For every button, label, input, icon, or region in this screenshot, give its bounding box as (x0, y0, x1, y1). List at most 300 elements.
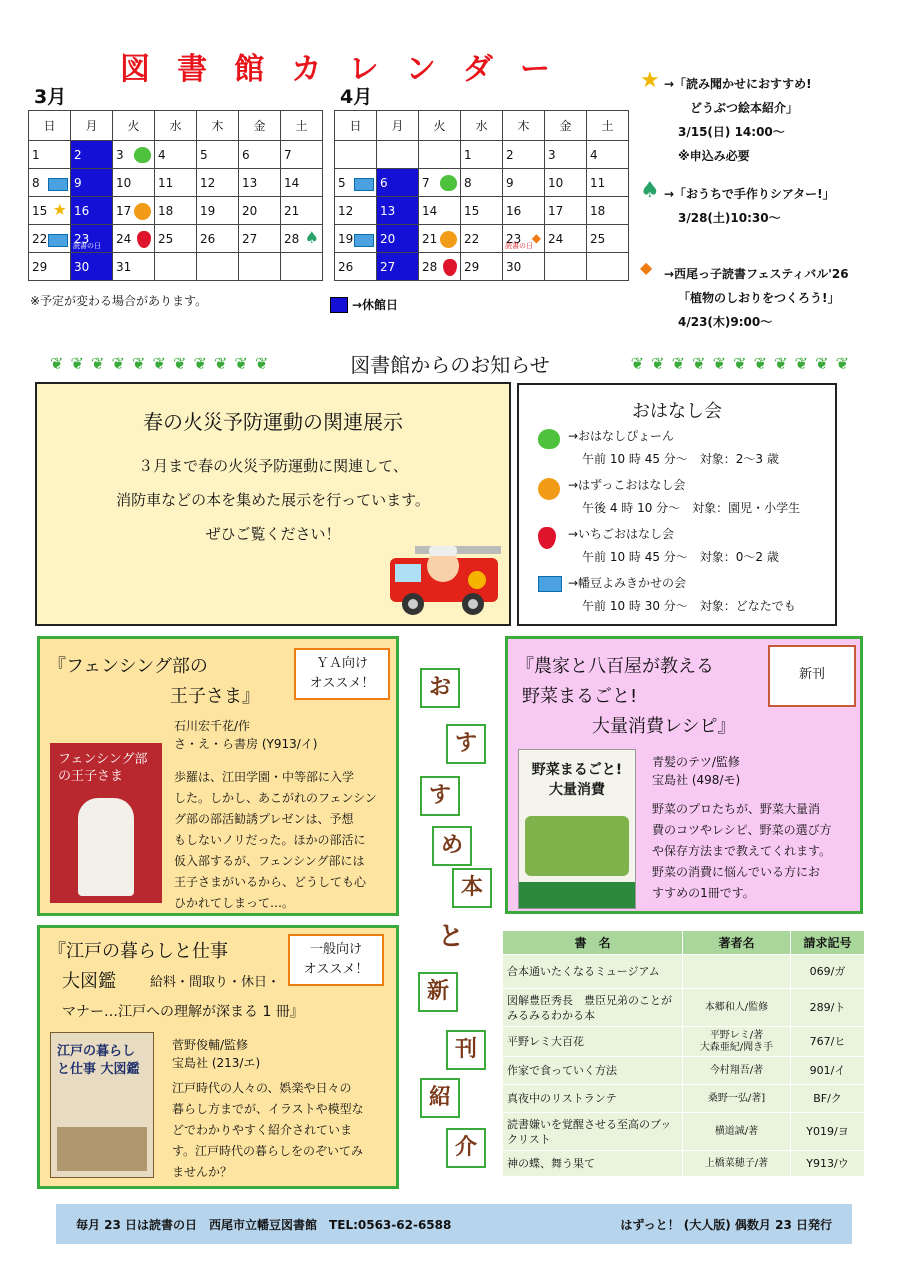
event-line: 3/15(日) 14:00〜 (678, 125, 785, 139)
event-line: どうぶつ絵本紹介」 (678, 101, 799, 115)
desc-line: や保存方法まで教えてくれます。 (652, 844, 832, 858)
book-author (683, 989, 791, 1027)
day-number: 5 (200, 147, 208, 162)
day-number: 16 (506, 203, 522, 218)
day-number: 23 (74, 231, 90, 246)
week-row (335, 197, 629, 225)
notice-title: 図書館からのお知らせ (350, 352, 550, 377)
book-title: 図解豊臣秀長 豊臣兄弟のことがみるみるわかる本 (503, 989, 683, 1027)
desc-line: すすめの1冊です。 (652, 886, 755, 900)
ohanashi-detail: 午前 10 時 45 分〜 対象：0〜2 歳 (582, 550, 779, 564)
day-cell (335, 225, 377, 253)
edo-tag-line2: オススメ！ (303, 962, 369, 977)
weekday-header: 土 (587, 111, 629, 141)
star-icon: ★ (52, 200, 67, 219)
table-row (503, 989, 865, 1027)
day-cell (503, 169, 545, 197)
veg-tag (768, 645, 856, 707)
book-author (683, 1057, 791, 1085)
ohanashi-name: →はずっこおはなし会 (568, 478, 686, 492)
footer-left: 毎月 23 日は読書の日 西尾市立幡豆図書館 TEL:0563-62-6588 (76, 1217, 452, 1232)
day-cell (545, 141, 587, 169)
day-cell (545, 225, 587, 253)
day-number: 27 (380, 259, 396, 274)
weekday-header: 日 (335, 111, 377, 141)
day-cell (281, 197, 323, 225)
day-cell (281, 169, 323, 197)
book-icon (48, 234, 68, 247)
week-row (29, 197, 323, 225)
day-cell (197, 141, 239, 169)
book-call-number: Y019/ヨ (791, 1113, 865, 1151)
author-line: 今村翔吾/著 (709, 1064, 764, 1076)
day-number: 10 (116, 175, 132, 190)
ohanashi-detail: 午後 4 時 10 分〜 対象：園児・小学生 (582, 501, 801, 515)
book-edo (37, 925, 399, 1189)
weekday-header: 木 (197, 111, 239, 141)
vertical-char: 刊 (446, 1030, 486, 1070)
spade-icon: ♠ (304, 228, 319, 247)
day-number: 21 (422, 231, 438, 246)
fencing-description (174, 767, 396, 914)
day-cell (545, 253, 587, 281)
day-cell (113, 169, 155, 197)
fencing-meta (174, 717, 317, 753)
event-line: →「おうちで手作りシアター!」 (664, 187, 835, 201)
day-cell (29, 141, 71, 169)
day-cell (239, 253, 281, 281)
title-char: 書 (177, 52, 208, 87)
event-line: →「読み聞かせにおすすめ! (664, 77, 812, 91)
day-number: 12 (200, 175, 216, 190)
day-number: 28 (284, 231, 300, 246)
day-number: 4 (590, 147, 598, 162)
book-icon (48, 178, 68, 191)
weekday-header: 土 (281, 111, 323, 141)
day-cell (155, 169, 197, 197)
desc-line: どでわかりやすく紹介されていま (172, 1123, 353, 1137)
weekday-header: 火 (419, 111, 461, 141)
day-number: 30 (506, 259, 522, 274)
day-cell (503, 141, 545, 169)
march-label: 3月 (34, 86, 67, 108)
day-cell (377, 169, 419, 197)
day-cell (239, 197, 281, 225)
ohanashi-item (538, 572, 838, 618)
event-item (640, 258, 890, 334)
day-cell (335, 253, 377, 281)
day-cell (545, 197, 587, 225)
day-cell (587, 141, 629, 169)
day-cell (419, 141, 461, 169)
day-cell (503, 225, 545, 253)
calendar-title (120, 44, 550, 87)
week-row (29, 141, 323, 169)
book-author (683, 955, 791, 989)
day-number: 29 (32, 259, 48, 274)
day-cell (197, 197, 239, 225)
day-number: 9 (74, 175, 82, 190)
fire-line: 消防車などの本を集めた展示を行っています。 (116, 491, 430, 509)
book-call-number: BF/ク (791, 1085, 865, 1113)
day-cell (377, 141, 419, 169)
day-number: 3 (548, 147, 556, 162)
day-cell (419, 253, 461, 281)
title-char: ダ (462, 52, 493, 87)
event-item (640, 68, 890, 168)
day-number: 1 (464, 147, 472, 162)
closed-swatch (330, 297, 348, 313)
weekday-header: 木 (503, 111, 545, 141)
day-cell (71, 253, 113, 281)
table-row (503, 1057, 865, 1085)
day-number: 12 (338, 203, 354, 218)
desc-line: 江戸時代の人々の、娯楽や日々の (172, 1081, 352, 1095)
table-header: 書 名 (503, 931, 683, 955)
day-cell (239, 225, 281, 253)
day-cell (155, 225, 197, 253)
day-cell (419, 225, 461, 253)
edo-title-2b: 給料・間取り・休日・ (150, 975, 281, 990)
fencing-tag-line2: オススメ！ (309, 676, 375, 691)
day-number: 26 (200, 231, 216, 246)
fire-heading: 春の火災予防運動の関連展示 (143, 410, 403, 434)
star-icon: ★ (640, 68, 660, 93)
day-cell (155, 141, 197, 169)
veg-description (652, 799, 862, 904)
weekday-header: 金 (239, 111, 281, 141)
table-row (503, 1113, 865, 1151)
day-number: 3 (116, 147, 124, 162)
day-cell (503, 253, 545, 281)
frog-icon (440, 175, 457, 191)
book-title: 神の蝶、舞う果て (503, 1151, 683, 1177)
fire-line: ぜひご覧ください！ (205, 525, 341, 543)
table-header: 請求記号 (791, 931, 865, 955)
vertical-char: め (432, 826, 472, 866)
book-vegetables (505, 636, 863, 914)
day-number: 4 (158, 147, 166, 162)
title-char: 図 (120, 52, 150, 87)
event-line: 4/23(木)9:00〜 (678, 315, 773, 329)
table-row (503, 1027, 865, 1057)
day-number: 31 (116, 259, 132, 274)
desc-line: ませんか？ (172, 1165, 233, 1179)
edo-tag-line1: 一般向け (309, 942, 362, 957)
day-number: 14 (422, 203, 438, 218)
day-number: 29 (464, 259, 480, 274)
vertical-char: 紹 (420, 1078, 460, 1118)
veg-cover-title: 野菜まるごと! 大量消費 (531, 762, 623, 798)
day-cell (377, 197, 419, 225)
vertical-char: す (420, 776, 460, 816)
fire-truck-icon (385, 536, 505, 618)
fencing-publisher: さ・え・ら書房 (Y913/イ) (174, 737, 318, 751)
day-cell (113, 225, 155, 253)
day-cell (239, 169, 281, 197)
schedule-note: ※予定が変わる場合があります。 (30, 294, 208, 308)
day-number: 15 (32, 203, 48, 218)
day-number: 11 (158, 175, 174, 190)
orange-icon (134, 203, 151, 220)
day-cell (71, 225, 113, 253)
desc-line: す。江戸時代の暮らしをのぞいてみ (172, 1144, 364, 1158)
weekday-header: 月 (71, 111, 113, 141)
day-cell (335, 141, 377, 169)
footer-right: はずっと！ (大人版) 偶数月 23 日発行 (620, 1217, 832, 1232)
week-row (29, 253, 323, 281)
book-title: 真夜中のリストランテ (503, 1085, 683, 1113)
day-number: 26 (338, 259, 354, 274)
desc-line: 費のコツやレシピ、野菜の選び方 (652, 823, 832, 837)
table-row (503, 1151, 865, 1177)
day-number: 17 (116, 203, 132, 218)
day-subtext: 読書の日 (73, 242, 101, 250)
day-number: 18 (590, 203, 606, 218)
day-number: 11 (590, 175, 606, 190)
day-number: 18 (158, 203, 174, 218)
day-number: 21 (284, 203, 300, 218)
veg-meta (652, 753, 740, 789)
day-cell (281, 253, 323, 281)
closed-legend (330, 296, 398, 313)
day-number: 24 (548, 231, 564, 246)
book-author (683, 1027, 791, 1057)
fencing-title-1: 『フェンシング部の (48, 656, 208, 677)
day-number: 2 (74, 147, 82, 162)
edo-description (172, 1078, 398, 1183)
day-cell (461, 141, 503, 169)
day-cell (29, 169, 71, 197)
ohanashi-item (538, 523, 838, 569)
day-cell (587, 169, 629, 197)
desc-line: 歩羅は、江田学園・中等部に入学 (174, 770, 355, 784)
to-character: と (438, 922, 465, 952)
day-cell (281, 225, 323, 253)
veg-tag-line1: 新刊 (798, 667, 825, 682)
dia-icon: ◆ (531, 231, 541, 245)
veg-title-1: 『農家と八百屋が教える (516, 656, 714, 677)
straw-icon (443, 259, 457, 276)
dia-icon: ◆ (640, 258, 653, 277)
day-cell (419, 197, 461, 225)
fencing-title-2: 王子さま』 (170, 686, 260, 707)
day-cell (545, 169, 587, 197)
day-cell (113, 197, 155, 225)
edo-tag (288, 934, 384, 986)
new-books-table (502, 930, 865, 1177)
day-number: 19 (200, 203, 216, 218)
book-call-number: 901/イ (791, 1057, 865, 1085)
edo-publisher: 宝島社 (213/エ) (172, 1056, 261, 1070)
day-number: 23 (506, 231, 522, 246)
weekday-header: 水 (461, 111, 503, 141)
day-number: 22 (464, 231, 480, 246)
edo-cover-title: 江戸の暮らしと仕事 大図鑑 (57, 1044, 140, 1077)
day-number: 9 (506, 175, 514, 190)
day-number: 6 (242, 147, 250, 162)
edo-title-3: マナー…江戸への理解が深まる 1 冊』 (62, 1004, 304, 1020)
vertical-char: 本 (452, 868, 492, 908)
desc-line: グ部の部活勧誘プレゼンは、予想 (174, 812, 354, 826)
day-cell (71, 197, 113, 225)
day-number: 20 (380, 231, 396, 246)
day-cell (29, 197, 71, 225)
weekday-row (335, 111, 629, 141)
veg-title-2: 野菜まるごと! (522, 686, 638, 707)
day-cell (197, 253, 239, 281)
day-cell (419, 169, 461, 197)
day-subtext: 読書の日 (505, 242, 533, 250)
frog-icon (538, 429, 560, 449)
ohanashi-item (538, 474, 838, 520)
weekday-header: 日 (29, 111, 71, 141)
vertical-char: 介 (446, 1128, 486, 1168)
day-number: 28 (422, 259, 438, 274)
desc-line: 野菜のプロたちが、野菜大量消 (652, 802, 821, 816)
title-char: カ (291, 52, 322, 87)
veg-title-3: 大量消費レシピ』 (592, 716, 736, 737)
book-fencing (37, 636, 399, 916)
day-number: 8 (464, 175, 472, 190)
weekday-row (29, 111, 323, 141)
author-line: 平野レミ/著 (709, 1029, 764, 1041)
book-title: 平野レミ大百花 (503, 1027, 683, 1057)
desc-line: ひかれてしまって…。 (174, 896, 295, 910)
ohanashi-item (538, 425, 838, 471)
day-cell (503, 197, 545, 225)
fencing-cover-title: フェンシング部の王子さま (58, 752, 148, 784)
veg-publisher: 宝島社 (498/モ) (652, 773, 741, 787)
edo-meta (172, 1036, 260, 1072)
day-cell (197, 225, 239, 253)
day-number: 1 (32, 147, 40, 162)
event-line: ※申込み必要 (678, 149, 750, 163)
vertical-char: 新 (418, 972, 458, 1012)
book-icon (354, 178, 374, 191)
vertical-char: す (446, 724, 486, 764)
day-number: 7 (422, 175, 430, 190)
day-cell (461, 253, 503, 281)
day-number: 6 (380, 175, 388, 190)
day-number: 17 (548, 203, 564, 218)
ohanashi-detail: 午前 10 時 45 分〜 対象：2〜3 歳 (582, 452, 779, 466)
day-cell (461, 225, 503, 253)
day-number: 15 (464, 203, 480, 218)
day-cell (29, 253, 71, 281)
book-icon (354, 234, 374, 247)
edo-cover (50, 1032, 154, 1178)
day-number: 14 (284, 175, 300, 190)
event-line: 「植物のしおりをつくろう!」 (678, 291, 840, 305)
book-call-number: 767/ヒ (791, 1027, 865, 1057)
day-number: 25 (590, 231, 606, 246)
footer (56, 1204, 852, 1244)
edo-author: 菅野俊輔/監修 (172, 1038, 249, 1052)
straw-icon (137, 231, 151, 248)
ohanashi-heading: おはなし会 (632, 401, 722, 422)
day-number: 22 (32, 231, 48, 246)
event-item (640, 178, 890, 230)
author-line: 本郷和人/監修 (704, 1001, 769, 1013)
week-row (335, 169, 629, 197)
april-label: 4月 (340, 86, 373, 108)
title-char: レ (348, 52, 379, 87)
book-title: 読書嫌いを覚醒させる至高のブックリスト (503, 1113, 683, 1151)
day-number: 13 (380, 203, 396, 218)
desc-line: もしないノリだった。ほかの部活に (174, 833, 366, 847)
week-row (335, 253, 629, 281)
veg-author: 青髪のテツ/監修 (652, 755, 740, 769)
veg-cover (518, 749, 636, 909)
day-number: 30 (74, 259, 90, 274)
day-cell (113, 141, 155, 169)
desc-line: 暮らし方までが、イラストや模型な (172, 1102, 364, 1116)
day-cell (239, 141, 281, 169)
day-number: 2 (506, 147, 514, 162)
weekday-header: 水 (155, 111, 197, 141)
book-title: 作家で食っていく方法 (503, 1057, 683, 1085)
table-row (503, 1085, 865, 1113)
week-row (335, 141, 629, 169)
fencing-tag-line1: ＹＡ向け (315, 656, 368, 671)
day-cell (377, 225, 419, 253)
book-call-number: 069/ガ (791, 955, 865, 989)
day-cell (29, 225, 71, 253)
spade-icon: ♠ (640, 178, 660, 203)
fencing-tag (294, 648, 390, 700)
day-number: 5 (338, 175, 346, 190)
edo-title-2: 大図鑑 (62, 971, 116, 992)
fencing-cover (50, 743, 162, 903)
weekday-header: 月 (377, 111, 419, 141)
week-row (29, 225, 323, 253)
ohanashi-name: →幡豆よみきかせの会 (568, 576, 687, 590)
leaf-decoration-left: ❦ ❦ ❦ ❦ ❦ ❦ ❦ ❦ ❦ ❦ ❦ (50, 353, 270, 373)
day-number: 16 (74, 203, 90, 218)
ohanashi-name: →いちごおはなし会 (568, 527, 675, 541)
author-line: 横道誠/著 (714, 1125, 759, 1137)
day-number: 7 (284, 147, 292, 162)
day-cell (113, 253, 155, 281)
fencing-author: 石川宏千花/作 (174, 719, 251, 733)
book-author (683, 1085, 791, 1113)
day-cell (587, 225, 629, 253)
frog-icon (134, 147, 151, 163)
event-line: 3/28(土)10:30〜 (678, 211, 781, 225)
day-cell (197, 169, 239, 197)
day-cell (281, 141, 323, 169)
day-cell (155, 253, 197, 281)
book-author (683, 1151, 791, 1177)
title-char: ン (405, 52, 436, 87)
ohanashi-detail: 午前 10 時 30 分〜 対象：どなたでも (582, 599, 796, 613)
author-line: 桑野一弘/著] (707, 1092, 766, 1104)
desc-line: 野菜の消費に悩んでいる方にお (652, 865, 821, 879)
day-cell (587, 197, 629, 225)
day-cell (335, 169, 377, 197)
closed-legend-text: →休館日 (352, 298, 399, 312)
day-cell (377, 253, 419, 281)
author-line: 大森亜紀/聞き手 (699, 1041, 774, 1053)
book-call-number: Y913/ウ (791, 1151, 865, 1177)
notice-header (50, 352, 850, 377)
straw-icon (538, 527, 556, 549)
day-cell (335, 197, 377, 225)
table-header: 著者名 (683, 931, 791, 955)
orange-icon (440, 231, 457, 248)
day-cell (461, 169, 503, 197)
